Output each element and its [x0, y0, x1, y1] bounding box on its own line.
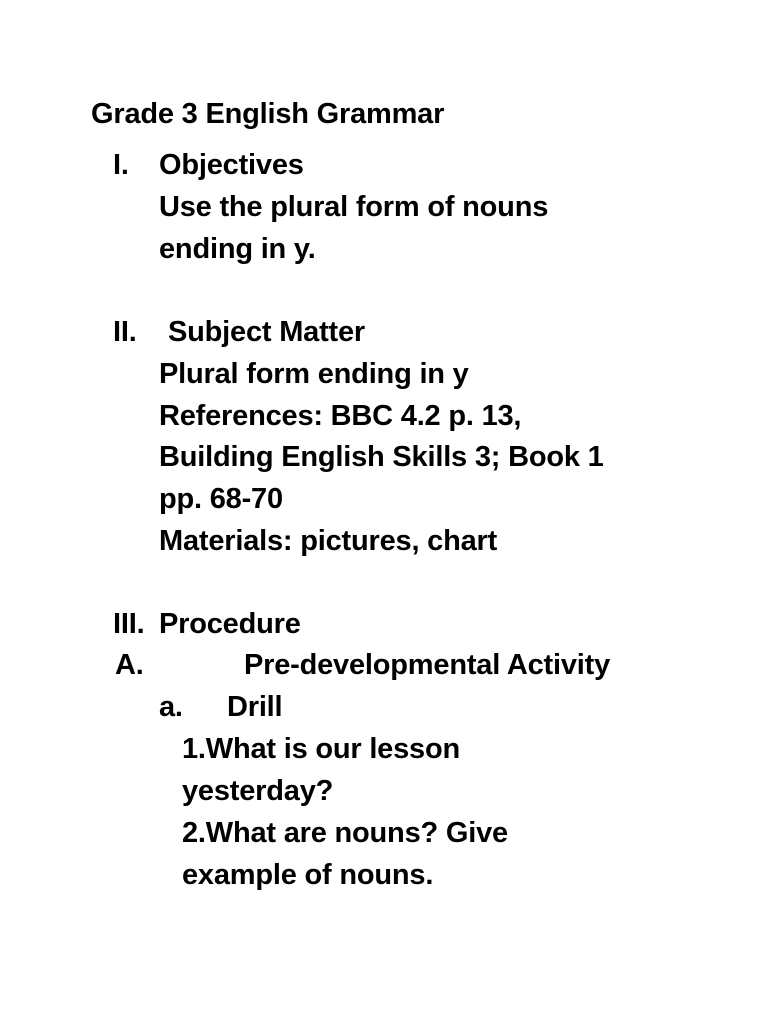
drill-question-line: example of nouns.: [182, 859, 434, 891]
document-title: Grade 3 English Grammar: [91, 98, 445, 130]
section-objectives-marker: I.: [113, 149, 129, 181]
drill-question-line: 2.What are nouns? Give: [182, 817, 508, 849]
drill-question-line: yesterday?: [182, 775, 334, 807]
subject-matter-text-line: pp. 68-70: [159, 483, 283, 515]
objectives-text-line: Use the plural form of nouns: [159, 191, 549, 223]
section-subject-matter-heading: Subject Matter: [168, 316, 366, 348]
objectives-text-line: ending in y.: [159, 233, 316, 265]
subject-matter-text-line: References: BBC 4.2 p. 13,: [159, 400, 522, 432]
drill-marker: a.: [159, 691, 183, 723]
section-objectives-heading: Objectives: [159, 149, 304, 181]
subject-matter-text-line: Building English Skills 3; Book 1: [159, 441, 604, 473]
activity-heading: Pre-developmental Activity: [244, 649, 611, 681]
section-procedure-marker: III.: [113, 608, 145, 640]
section-subject-matter-marker: II.: [113, 316, 137, 348]
drill-question-line: 1.What is our lesson: [182, 733, 460, 765]
subject-matter-text-line: Materials: pictures, chart: [159, 525, 498, 557]
subject-matter-text-line: Plural form ending in y: [159, 358, 469, 390]
drill-heading: Drill: [227, 691, 283, 723]
section-procedure-heading: Procedure: [159, 608, 301, 640]
activity-marker: A.: [115, 649, 144, 681]
